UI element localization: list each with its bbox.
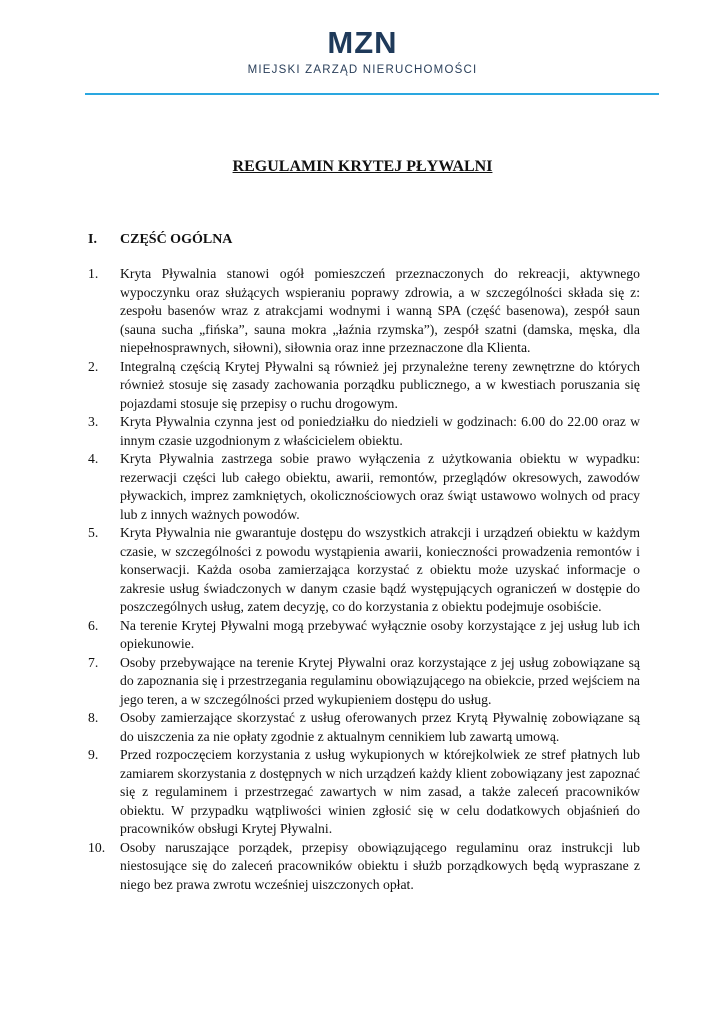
item-text: Osoby zamierzające skorzystać z usług oferowanych przez Krytą Pływalnię zobowiązane są do uiszczenia za nie opłaty zgodnie z aktualnym cennikiem lub zawartą umową. bbox=[120, 710, 640, 744]
item-number: 8. bbox=[88, 710, 99, 725]
list-item bbox=[88, 709, 640, 746]
list-item bbox=[88, 617, 640, 654]
item-number: 10. bbox=[88, 839, 106, 855]
list-item bbox=[88, 654, 640, 710]
item-number: 3. bbox=[88, 414, 99, 429]
item-text: Integralną częścią Krytej Pływalni są również jej przynależne tereny zewnętrzne do których również stosuje się zasady zachowania porządku publicznego, a w kwestiach poruszania się pojazdami stosuje się przepisy o ruchu drogowym. bbox=[120, 358, 640, 411]
document-title: REGULAMIN KRYTEJ PŁYWALNI bbox=[232, 158, 493, 175]
section-number: I. bbox=[88, 232, 97, 247]
logo bbox=[0, 26, 725, 76]
list-item bbox=[88, 839, 640, 895]
item-number: 7. bbox=[88, 654, 99, 670]
list-item bbox=[88, 265, 640, 358]
list-item bbox=[88, 358, 640, 414]
list-item bbox=[88, 524, 640, 617]
logo-mark: MZN bbox=[327, 25, 398, 60]
item-text: Kryta Pływalnia stanowi ogół pomieszczeń przeznaczonych do rekreacji, aktywnego wypoczynku oraz służących wspieraniu poprawy zdrowia, a w szczególności składa się z: zespołu basenów wraz z atrakcjami wodnymi i wanną SPA (część basenowa), zespół saun (sauna sucha „fińska”, sauna mokra „łaźnia rzymska”), zespół szatni (damska, męska, dla niepełnosprawnych, siłowni), siłownia oraz inne przeznaczone dla Klienta. bbox=[120, 266, 640, 355]
section-title: CZĘŚĆ OGÓLNA bbox=[120, 232, 233, 247]
item-text: Kryta Pływalnia czynna jest od poniedziałku do niedzieli w godzinach: 6.00 do 22.00 oraz w innym czasie uzgodnionym z właścicielem obiektu. bbox=[120, 414, 640, 448]
list-item bbox=[88, 413, 640, 450]
list-item bbox=[88, 450, 640, 524]
item-number: 9. bbox=[88, 747, 99, 762]
item-text: Kryta Pływalnia zastrzega sobie prawo wyłączenia z użytkowania obiektu w wypadku: rezerwacji części lub całego obiektu, awarii, remontów, przeglądów okresowych, zawodów pływackich, imprez zamkniętych, okolicznościowych oraz świąt ustawowo wolnych od pracy lub z innych ważnych powodów. bbox=[120, 451, 640, 522]
section-heading bbox=[88, 232, 232, 248]
item-text: Na terenie Krytej Pływalni mogą przebywać wyłącznie osoby korzystające z jej usług lub ich opiekunowie. bbox=[120, 617, 640, 651]
logo-subtitle: MIEJSKI ZARZĄD NIERUCHOMOŚCI bbox=[247, 64, 478, 76]
item-number: 6. bbox=[88, 617, 99, 633]
item-text: Osoby naruszające porządek, przepisy obowiązującego regulaminu oraz instrukcji lub niestosujące się do zaleceń pracowników obiektu i służb porządkowych będą wypraszane z niego bez prawa zwrotu wcześniej uiszczonych opłat. bbox=[120, 839, 640, 892]
item-text: Przed rozpoczęciem korzystania z usług wykupionych w którejkolwiek ze stref płatnych lub zamiarem skorzystania z dostępnych w nich urządzeń każdy klient zobowiązany jest zapoznać się z regulaminem i przestrzegać zawartych w nim zasad, a także zaleceń pracowników obiektu. W przypadku wątpliwości winien zgłosić się w celu dodatkowych objaśnień do pracowników obsługi Krytej Pływalni. bbox=[120, 747, 640, 836]
item-number: 2. bbox=[88, 358, 99, 374]
item-text: Osoby przebywające na terenie Krytej Pływalni oraz korzystające z jej usług zobowiązane są do zapoznania się i przestrzegania regulaminu obowiązującego na obiekcie, przed wejściem na jego teren, a w szczególności przed wykupieniem dostępu do usług. bbox=[120, 654, 640, 707]
item-number: 1. bbox=[88, 266, 99, 281]
header-divider bbox=[85, 93, 659, 95]
item-number: 5. bbox=[88, 525, 99, 540]
list-item bbox=[88, 746, 640, 839]
rules-list bbox=[88, 265, 640, 894]
item-text: Kryta Pływalnia nie gwarantuje dostępu do wszystkich atrakcji i urządzeń obiektu w każdym czasie, w szczególności z powodu wystąpienia awarii, konieczności prowadzenia remontów i konserwacji. Każda osoba zamierzająca korzystać z obiektu może uzyskać informacje o zakresie usług świadczonych w danym czasie bądź występujących ograniczeń w dostępie do poszczególnych usług, zatem decyzję, co do korzystania z obiektu podejmuje osobiście. bbox=[120, 525, 640, 614]
item-number: 4. bbox=[88, 451, 99, 466]
